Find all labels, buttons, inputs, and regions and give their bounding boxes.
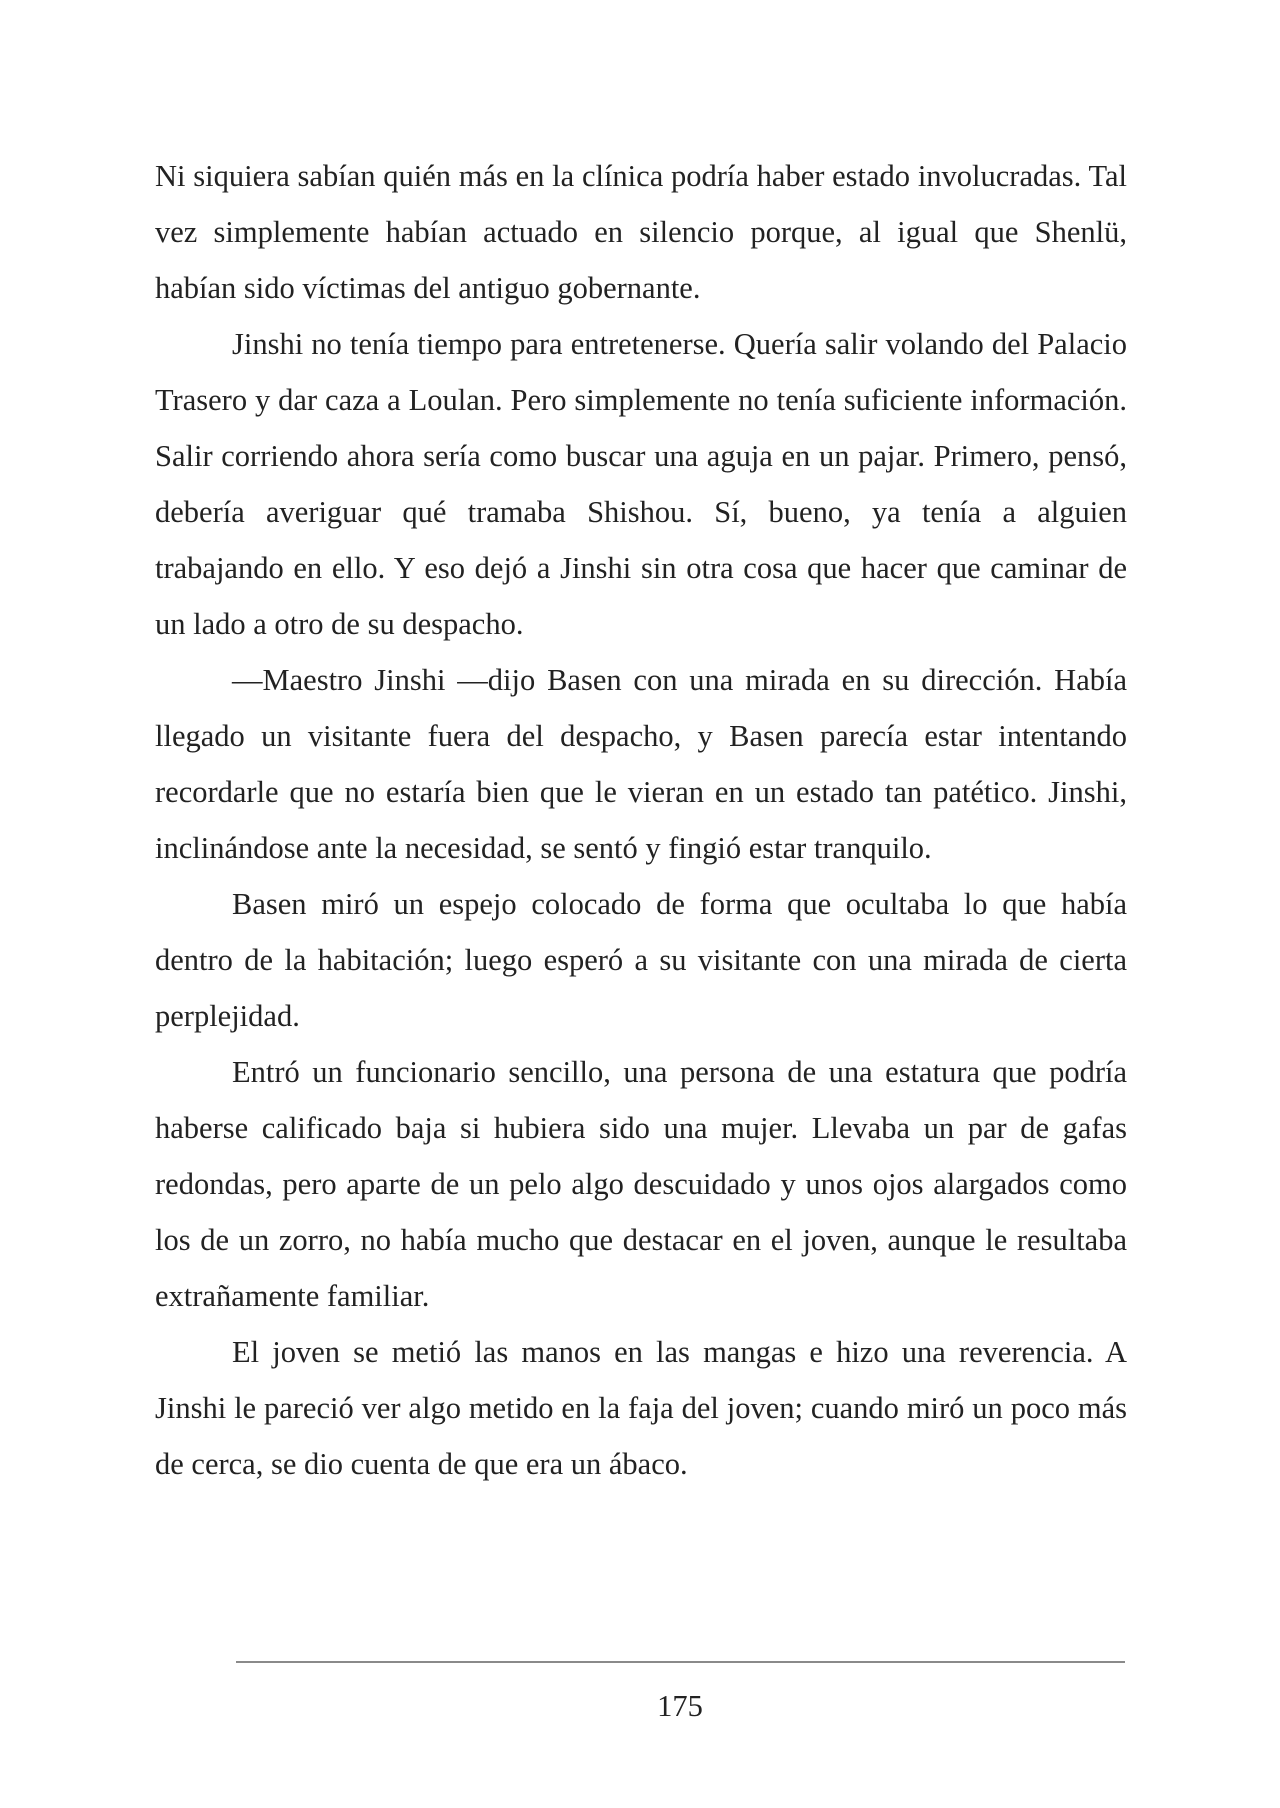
paragraph: Entró un funcionario sencillo, una persona de una estatura que podría haberse calificado baja si hubiera sido una mujer. Llevaba un par de gafas redondas, pero aparte de un pelo algo descuidado y unos ojos alargados como los de un zorro, no había mucho que destacar en el joven, aunque le resultaba extrañamente familiar. <box>155 1055 1127 1313</box>
paragraph: El joven se metió las manos en las mangas e hizo una reverencia. A Jinshi le pareció ver algo metido en la faja del joven; cuando miró un poco más de cerca, se dio cuenta de que era un ábaco. <box>155 1335 1127 1481</box>
paragraph: —Maestro Jinshi —dijo Basen con una mirada en su dirección. Había llegado un visitante fuera del despacho, y Basen parecía estar intentando recordarle que no estaría bien que le vieran en un estado tan patético. Jinshi, inclinándose ante la necesidad, se sentó y fingió estar tranquilo. <box>155 663 1127 865</box>
paragraph: Ni siquiera sabían quién más en la clínica podría haber estado involucradas. Tal vez simplemente habían actuado en silencio porque, al igual que Shenlü, habían sido víctimas del antiguo gobernante. <box>155 159 1127 305</box>
footer-divider <box>236 1661 1125 1663</box>
paragraph: Basen miró un espejo colocado de forma que ocultaba lo que había dentro de la habitación; luego esperó a su visitante con una mirada de cierta perplejidad. <box>155 887 1127 1033</box>
paragraph: Jinshi no tenía tiempo para entretenerse. Quería salir volando del Palacio Trasero y dar caza a Loulan. Pero simplemente no tenía suficiente información. Salir corriendo ahora sería como buscar una aguja en un pajar. Primero, pensó, debería averiguar qué tramaba Shishou. Sí, bueno, ya tenía a alguien trabajando en ello. Y eso dejó a Jinshi sin otra cosa que hacer que caminar de un lado a otro de su despacho. <box>155 327 1127 641</box>
page-number: 175 <box>657 1689 703 1723</box>
body-text <box>155 148 1127 1492</box>
